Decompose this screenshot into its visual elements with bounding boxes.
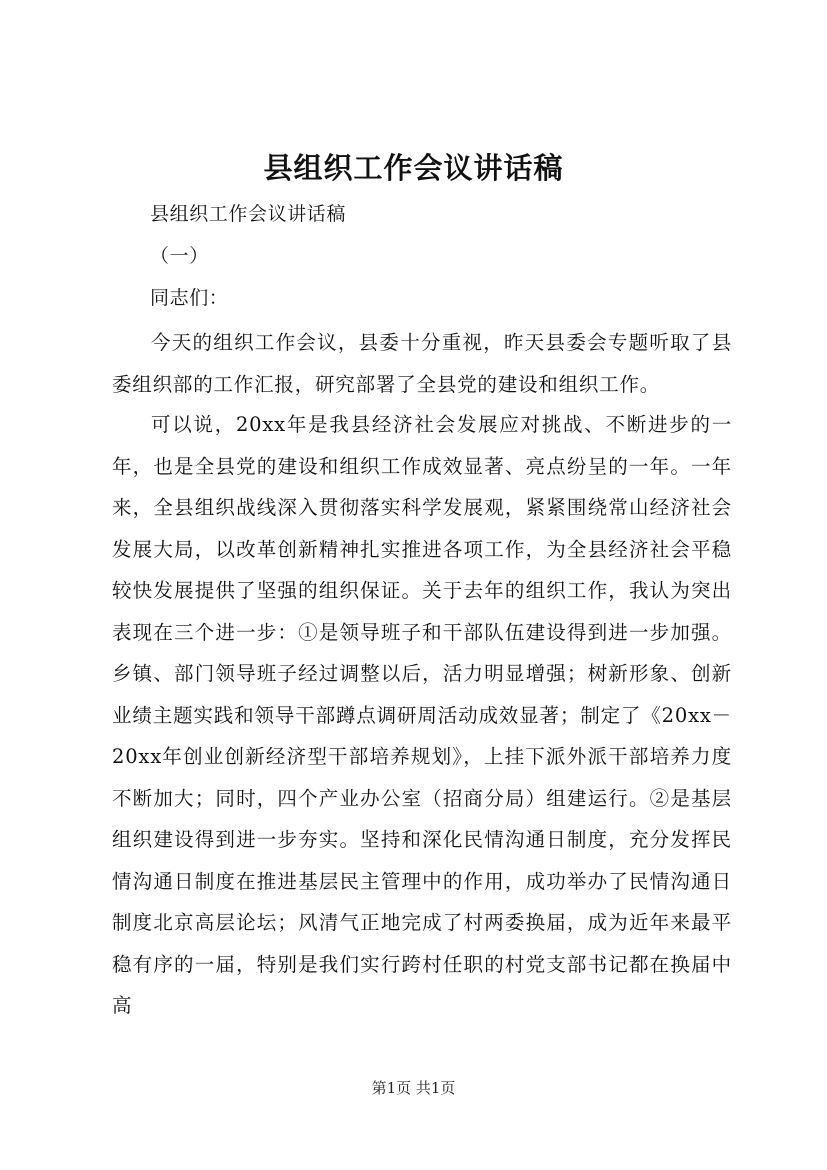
salutation: 同志们： xyxy=(150,287,229,309)
paragraph-2: 可以说，20xx年是我县经济社会发展应对挑战、不断进步的一年，也是全县党的建设和组织工作成效显著、亮点纷呈的一年。一年来，全县组织战线深入贯彻落实科学发展观，紧紧围绕常山经济社会发展大局，以改革创新精神扎实推进各项工作，为全县经济社会平稳较快发展提供了坚强的组织保证。关于去年的组织工作，我认为突出表现在三个进一步：①是领导班子和干部队伍建设得到进一步加强。乡镇、部门领导班子经过调整以后，活力明显增强；树新形象、创新业绩主题实践和领导干部蹲点调研周活动成效显著；制定了《20xx－20xx年创业创新经济型干部培养规划》，上挂下派外派干部培养力度不断加大；同时，四个产业办公室（招商分局）组建运行。②是基层组织建设得到进一步夯实。坚持和深化民情沟通日制度，充分发挥民情沟通日制度在推进基层民主管理中的作用，成功举办了民情沟通日制度北京高层论坛；风清气正地完成了村两委换届，成为近年来最平稳有序的一届，特别是我们实行跨村任职的村党支部书记都在换届中高 xyxy=(112,413,732,1017)
document-subtitle: 县组织工作会议讲话稿 xyxy=(150,203,347,225)
paragraph-1: 今天的组织工作会议，县委十分重视，昨天县委会专题听取了县委组织部的工作汇报，研究部署了全县党的建设和组织工作。 xyxy=(112,331,732,396)
page-footer: 第1页 共1页 xyxy=(371,1079,456,1097)
section-marker: （一） xyxy=(150,245,209,267)
document-title: 县组织工作会议讲话稿 xyxy=(263,151,564,185)
